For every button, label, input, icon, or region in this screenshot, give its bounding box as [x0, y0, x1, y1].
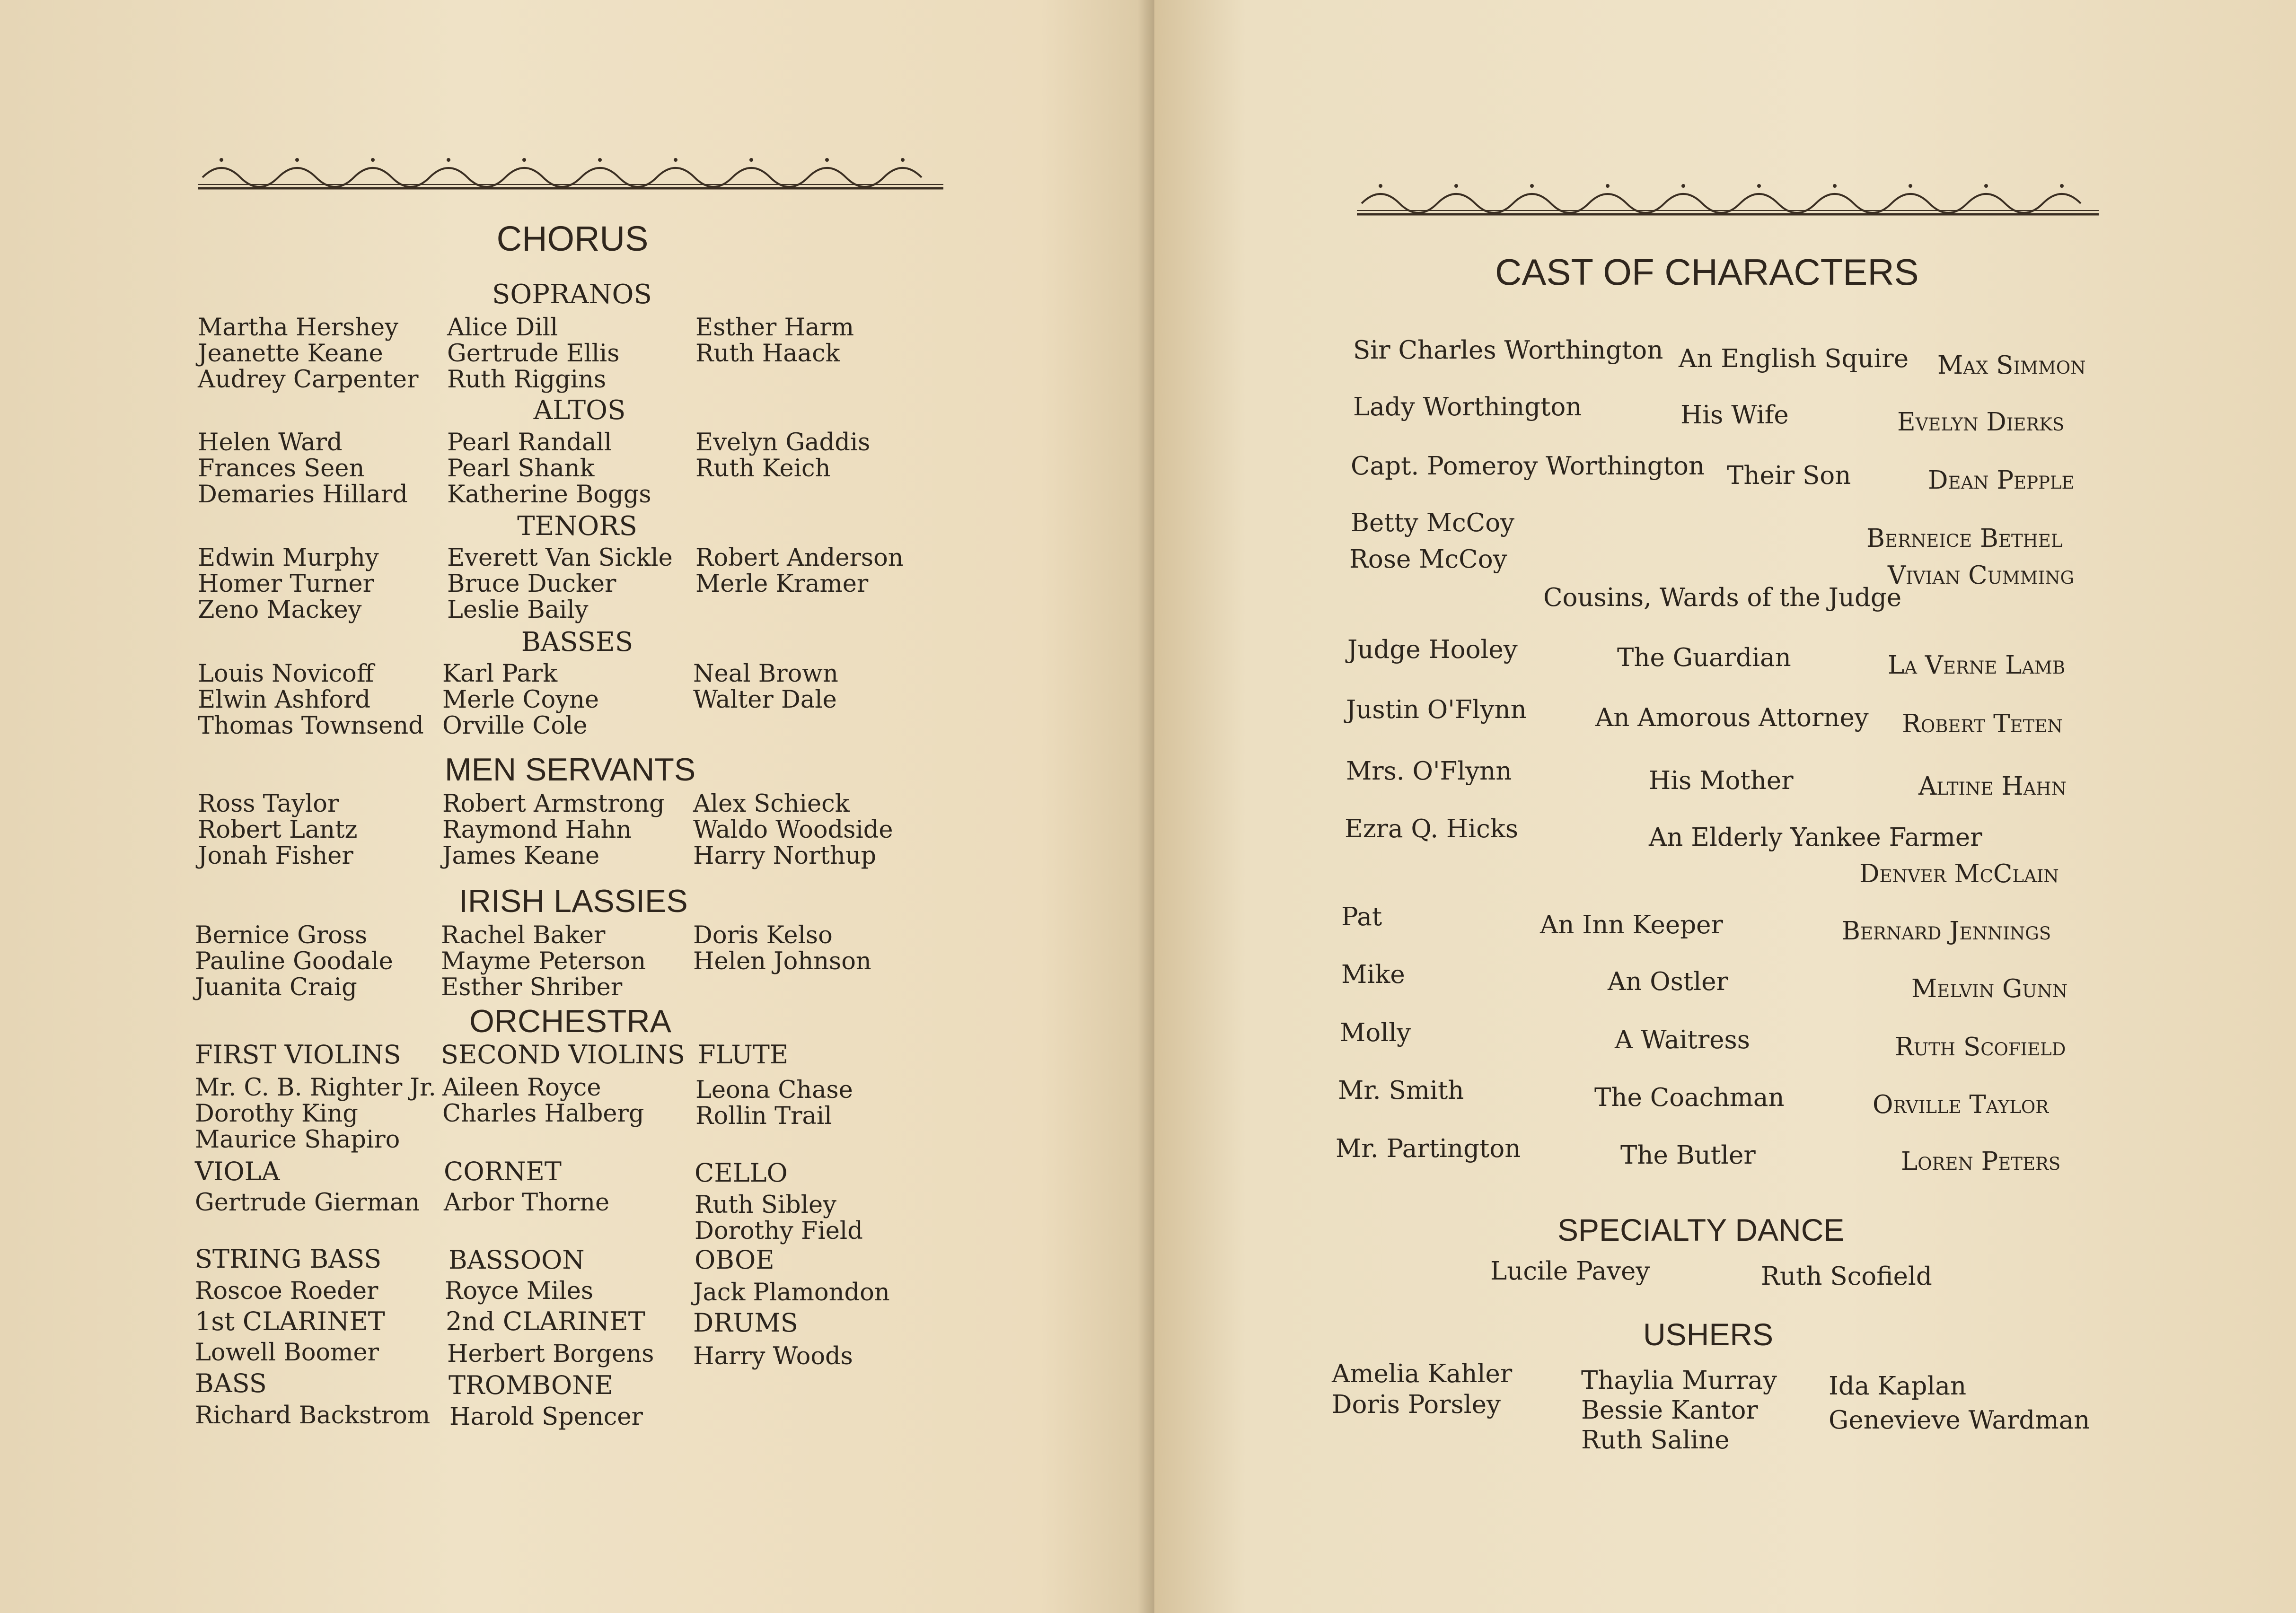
cast-actor: Melvin Gunn	[1911, 974, 2068, 1003]
basses-label: BASSES	[521, 627, 633, 657]
tenors-label: TENORS	[517, 511, 637, 542]
list-item: Amelia Kahler	[1332, 1359, 1513, 1388]
cast-actor: Denver McClain	[1859, 859, 2059, 888]
list-item: Everett Van Sickle	[447, 544, 673, 572]
list-item: Robert Lantz	[198, 816, 358, 844]
list-item: Mr. C. B. Righter Jr.	[195, 1074, 436, 1102]
specialty-dance-name: Lucile Pavey	[1490, 1257, 1650, 1286]
list-item: Pearl Randall	[447, 429, 612, 456]
list-item: Raymond Hahn	[442, 816, 632, 844]
cast-role: The Butler	[1620, 1141, 1756, 1170]
cast-character: Ezra Q. Hicks	[1345, 815, 1519, 843]
ushers-col-2	[1581, 1366, 1777, 1455]
list-item: Robert Anderson	[695, 544, 904, 572]
list-item: Roscoe Roeder	[195, 1277, 378, 1305]
list-item: Demaries Hillard	[198, 481, 408, 508]
list-item: Lowell Boomer	[195, 1339, 379, 1367]
string-bass-label: STRING BASS	[195, 1244, 382, 1274]
list-item: Esther Harm	[695, 314, 854, 342]
list-item: Harold Spencer	[449, 1403, 643, 1431]
cast-actor: Dean Pepple	[1928, 466, 2075, 495]
list-item: Bessie Kantor	[1581, 1396, 1758, 1425]
cast-role: His Mother	[1649, 766, 1794, 795]
list-item: Mayme Peterson	[441, 947, 646, 975]
cast-character: Lady Worthington	[1353, 393, 1582, 421]
cast-actor: Bernard Jennings	[1842, 917, 2051, 946]
altos-col-1	[198, 430, 408, 508]
bassoon-label: BASSOON	[449, 1245, 585, 1275]
first-violins-label: FIRST VIOLINS	[195, 1040, 401, 1069]
list-item: Katherine Boggs	[447, 481, 651, 508]
cast-actor: Evelyn Dierks	[1897, 408, 2065, 437]
altos-col-3	[695, 430, 870, 482]
list-item: Genevieve Wardman	[1829, 1406, 2090, 1435]
cast-role: The Coachman	[1594, 1083, 1785, 1112]
list-item: Pauline Goodale	[195, 947, 393, 975]
list-item: Merle Coyne	[442, 686, 599, 714]
basses-col-1	[198, 661, 424, 739]
list-item: Karl Park	[442, 660, 558, 688]
ushers-col-3	[1829, 1369, 2090, 1438]
cast-character: Betty McCoy	[1351, 508, 1515, 537]
bassoon-names	[445, 1278, 593, 1304]
bass-label: BASS	[195, 1368, 267, 1398]
list-item: Zeno Mackey	[198, 596, 362, 624]
list-item: Doris Kelso	[693, 921, 833, 949]
cast-role: A Waitress	[1615, 1026, 1750, 1054]
string-bass-names	[195, 1278, 378, 1304]
first-violins-names	[195, 1075, 436, 1153]
men-servants-col-2	[442, 791, 665, 869]
list-item: Rachel Baker	[441, 921, 606, 949]
list-item: Gertrude Gierman	[195, 1189, 420, 1217]
list-item: Esther Shriber	[441, 973, 623, 1001]
list-item: Royce Miles	[445, 1277, 594, 1305]
basses-col-2	[442, 661, 599, 739]
list-item: Ruth Keich	[695, 455, 831, 482]
list-item: Leona Chase	[695, 1076, 853, 1104]
list-item: Jack Plamondon	[693, 1279, 890, 1306]
cast-actor: Berneice Bethel	[1866, 524, 2063, 553]
flute-names	[695, 1077, 853, 1129]
ornament-divider	[1357, 177, 2099, 220]
list-item: Ruth Haack	[695, 340, 840, 368]
list-item: Bruce Ducker	[447, 570, 616, 598]
list-item: Thaylia Murray	[1581, 1366, 1777, 1395]
list-item: Orville Cole	[442, 712, 588, 740]
chorus-title: CHORUS	[496, 219, 649, 258]
cello-names	[695, 1192, 863, 1244]
cornet-names	[444, 1190, 609, 1216]
list-item: Helen Ward	[198, 429, 343, 456]
cast-actor: Vivian Cumming	[1888, 561, 2075, 590]
list-item: Frances Seen	[198, 455, 365, 482]
ornament-divider	[198, 151, 943, 194]
second-clarinet-label: 2nd CLARINET	[446, 1306, 645, 1336]
list-item: Alice Dill	[447, 314, 558, 342]
irish-lassies-title: IRISH LASSIES	[459, 883, 688, 919]
list-item: Dorothy Field	[695, 1217, 863, 1245]
cast-actor: Ruth Scofield	[1895, 1033, 2066, 1061]
list-item: Edwin Murphy	[198, 544, 379, 572]
orchestra-title: ORCHESTRA	[469, 1003, 671, 1039]
cast-role: An Inn Keeper	[1540, 911, 1723, 939]
list-item: James Keane	[442, 842, 600, 870]
altos-label: ALTOS	[533, 395, 626, 426]
men-servants-col-3	[693, 791, 893, 869]
sopranos-col-3	[695, 315, 854, 367]
list-item: Doris Porsley	[1332, 1390, 1501, 1419]
second-clarinet-names	[447, 1341, 654, 1367]
list-item: Pearl Shank	[447, 455, 595, 482]
list-item: Ross Taylor	[198, 790, 339, 818]
oboe-names	[693, 1280, 890, 1306]
list-item: Thomas Townsend	[198, 712, 424, 740]
list-item: Waldo Woodside	[693, 816, 893, 844]
cast-actor: La Verne Lamb	[1888, 651, 2066, 680]
cast-character: Mr. Partington	[1336, 1134, 1521, 1163]
list-item: Ruth Saline	[1581, 1426, 1730, 1455]
list-item: Merle Kramer	[695, 570, 869, 598]
list-item: Arbor Thorne	[444, 1189, 610, 1217]
list-item: Richard Backstrom	[195, 1402, 431, 1429]
cast-actor: Max Simmon	[1937, 351, 2086, 380]
list-item: Louis Novicoff	[198, 660, 374, 688]
cast-character: Mike	[1341, 960, 1405, 989]
irish-lassies-col-3	[693, 922, 871, 974]
list-item: Robert Armstrong	[442, 790, 665, 818]
cast-character: Sir Charles Worthington	[1353, 336, 1663, 365]
altos-col-2	[447, 430, 651, 508]
cast-character: Justin O'Flynn	[1346, 695, 1527, 724]
list-item: Dorothy King	[195, 1100, 358, 1128]
cast-character: Rose McCoy	[1349, 545, 1507, 574]
list-item: Juanita Craig	[195, 973, 357, 1001]
cast-role: An Ostler	[1608, 967, 1728, 996]
ushers-col-1	[1332, 1359, 1512, 1420]
list-item: Ruth Riggins	[447, 366, 607, 394]
list-item: Charles Halberg	[442, 1100, 644, 1128]
cast-actor: Loren Peters	[1901, 1147, 2061, 1176]
cast-actor: Orville Taylor	[1873, 1090, 2049, 1119]
sopranos-col-2	[447, 315, 619, 393]
sopranos-label: SOPRANOS	[492, 279, 652, 310]
cast-character: Pat	[1341, 903, 1382, 931]
cast-role: The Guardian	[1617, 643, 1791, 672]
list-item: Ida Kaplan	[1829, 1372, 1967, 1401]
flute-label: FLUTE	[698, 1040, 789, 1069]
men-servants-col-1	[198, 791, 358, 869]
list-item: Jonah Fisher	[198, 842, 353, 870]
bass-names	[195, 1403, 430, 1429]
second-violins-label: SECOND VIOLINS	[441, 1040, 685, 1069]
drums-names	[693, 1343, 853, 1369]
cello-label: CELLO	[695, 1158, 788, 1188]
list-item: Neal Brown	[693, 660, 838, 688]
list-item: Evelyn Gaddis	[695, 429, 871, 456]
list-item: Alex Schieck	[693, 790, 850, 818]
first-clarinet-names	[195, 1340, 379, 1366]
tenors-col-1	[198, 545, 379, 623]
list-item: Bernice Gross	[195, 921, 368, 949]
list-item: Audrey Carpenter	[198, 366, 419, 394]
cast-character: Molly	[1340, 1018, 1411, 1047]
irish-lassies-col-2	[441, 922, 646, 1000]
list-item: Leslie Baily	[447, 596, 589, 624]
list-item: Helen Johnson	[693, 947, 871, 975]
list-item: Jeanette Keane	[198, 340, 383, 368]
list-item: Gertrude Ellis	[447, 340, 620, 368]
cast-character: Judge Hooley	[1347, 635, 1518, 664]
oboe-label: OBOE	[695, 1245, 774, 1275]
list-item: Elwin Ashford	[198, 686, 371, 714]
tenors-col-2	[447, 545, 673, 623]
viola-label: VIOLA	[195, 1157, 280, 1186]
cornet-label: CORNET	[444, 1157, 562, 1186]
tenors-col-3	[695, 545, 904, 597]
first-clarinet-label: 1st CLARINET	[195, 1306, 385, 1336]
men-servants-title: MEN SERVANTS	[445, 752, 696, 788]
list-item: Herbert Borgens	[447, 1340, 654, 1368]
list-item: Walter Dale	[693, 686, 837, 714]
cast-role: His Wife	[1680, 401, 1789, 430]
viola-names	[195, 1190, 420, 1216]
specialty-dance-title: SPECIALTY DANCE	[1557, 1212, 1845, 1247]
second-violins-names	[442, 1075, 644, 1127]
list-item: Harry Northup	[693, 842, 877, 870]
irish-lassies-col-1	[195, 922, 393, 1000]
specialty-dance-name: Ruth Scofield	[1761, 1262, 1932, 1291]
cast-role: Cousins, Wards of the Judge	[1543, 583, 1902, 612]
cast-actor: Robert Teten	[1902, 710, 2063, 738]
list-item: Harry Woods	[693, 1342, 853, 1370]
sopranos-col-1	[198, 315, 418, 393]
trombone-names	[449, 1404, 643, 1430]
ushers-title: USHERS	[1643, 1317, 1774, 1352]
list-item: Aileen Royce	[442, 1074, 601, 1102]
basses-col-3	[693, 661, 838, 713]
cast-character: Capt. Pomeroy Worthington	[1351, 452, 1705, 481]
list-item: Homer Turner	[198, 570, 374, 598]
trombone-label: TROMBONE	[449, 1370, 613, 1400]
drums-label: DRUMS	[693, 1308, 798, 1338]
cast-character: Mr. Smith	[1338, 1076, 1464, 1105]
list-item: Martha Hershey	[198, 314, 399, 342]
list-item: Rollin Trail	[695, 1102, 832, 1130]
cast-actor: Altine Hahn	[1918, 772, 2067, 801]
list-item: Ruth Sibley	[695, 1191, 836, 1219]
cast-title: CAST OF CHARACTERS	[1495, 251, 1919, 293]
cast-role: An English Squire	[1679, 344, 1909, 373]
cast-role: An Amorous Attorney	[1595, 703, 1869, 732]
cast-role: An Elderly Yankee Farmer	[1649, 823, 1982, 852]
cast-character: Mrs. O'Flynn	[1346, 757, 1512, 786]
cast-role: Their Son	[1727, 461, 1851, 490]
list-item: Maurice Shapiro	[195, 1126, 400, 1154]
